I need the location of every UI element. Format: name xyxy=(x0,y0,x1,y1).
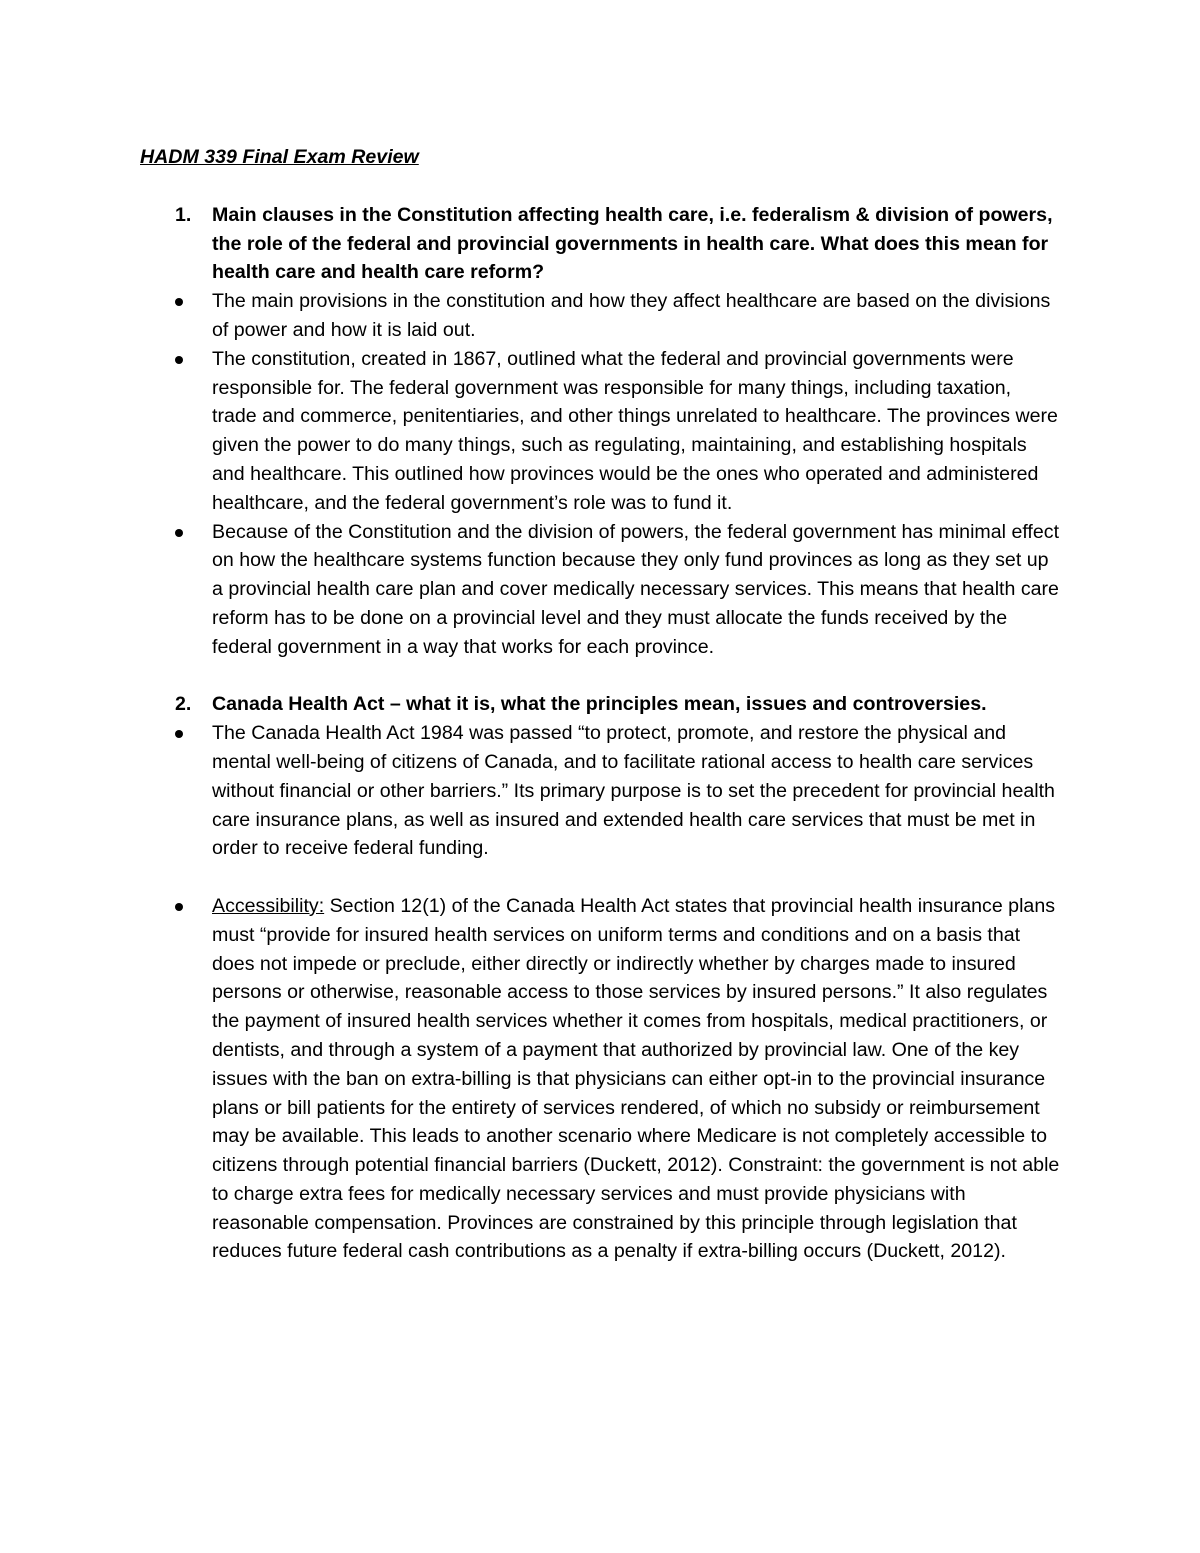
principle-term: Accessibility: xyxy=(212,894,325,917)
bullet-icon xyxy=(175,529,183,537)
list-item xyxy=(140,345,1060,518)
list-item-text: Because of the Constitution and the division of powers, the federal government has minimal effect on how the healthcare systems function because they only fund provinces as long as they set up a provincial health care plan and cover medically necessary services. This means that health care reform has to be done on a provincial level and they must allocate the funds received by the federal government in a way that works for each province. xyxy=(212,520,1060,658)
question-1 xyxy=(140,201,1060,287)
document-body xyxy=(140,143,1060,1266)
bullet-icon xyxy=(175,298,183,306)
list-item-text: The main provisions in the constitution and how they affect healthcare are based on the divisions of power and how it is laid out. xyxy=(212,290,1051,341)
principle-text: Section 12(1) of the Canada Health Act states that provincial health insurance plans must “provide for insured health services on uniform terms and conditions and on a basis that does not impede or preclude, either directly or indirectly whether by charges made to insured persons or otherwise, reasonable access to those services by insured persons.” It also regulates the payment of insured health services whether it comes from hospitals, medical practitioners, or dentists, and through a system of a payment that authorized by provincial law. One of the key issues with the ban on extra-billing is that physicians can either opt-in to the provincial insurance plans or bill patients for the entirety of services rendered, of which no subsidy or reimbursement may be available. This leads to another scenario where Medicare is not completely accessible to citizens through potential financial barriers (Duckett, 2012). Constraint: the government is not able to charge extra fees for medically necessary services and must provide physicians with reasonable compensation. Provinces are constrained by this principle through legislation that reduces future federal cash contributions as a penalty if extra-billing occurs (Duckett, 2012). xyxy=(212,894,1060,1263)
list-item-text: The Canada Health Act 1984 was passed “to protect, promote, and restore the physical and mental well-being of citizens of Canada, and to facilitate rational access to health care services without financial or other barriers.” Its primary purpose is to set the precedent for provincial health care insurance plans, as well as insured and extended health care services that must be met in order to receive federal funding. xyxy=(212,722,1055,860)
paragraph-spacer xyxy=(140,662,1060,691)
list-item-accessibility xyxy=(140,892,1060,1266)
list-item-text: The constitution, created in 1867, outlined what the federal and provincial governments were responsible for. The federal government was responsible for many things, including taxation, trade and commerce, penitentiaries, and other things unrelated to healthcare. The provinces were given the power to do many things, such as regulating, maintaining, and establishing hospitals and healthcare. This outlined how provinces would be the ones who operated and administered healthcare, and the federal government’s role was to fund it. xyxy=(212,347,1058,514)
bullet-icon xyxy=(175,356,183,364)
paragraph-spacer xyxy=(140,863,1060,892)
question-text: Main clauses in the Constitution affecting health care, i.e. federalism & division of powers, the role of the federal and provincial governments in health care. What does this mean for health care and health care reform? xyxy=(212,203,1053,284)
question-number: 2. xyxy=(175,693,192,716)
question-text: Canada Health Act – what it is, what the principles mean, issues and controversies. xyxy=(212,693,987,716)
question-2 xyxy=(140,690,1060,719)
list-item xyxy=(140,719,1060,863)
list-item xyxy=(140,287,1060,345)
bullet-icon xyxy=(175,730,183,738)
bullet-icon xyxy=(175,903,183,911)
question-number: 1. xyxy=(175,203,192,226)
document-title: HADM 339 Final Exam Review xyxy=(140,146,419,168)
list-item xyxy=(140,518,1060,662)
